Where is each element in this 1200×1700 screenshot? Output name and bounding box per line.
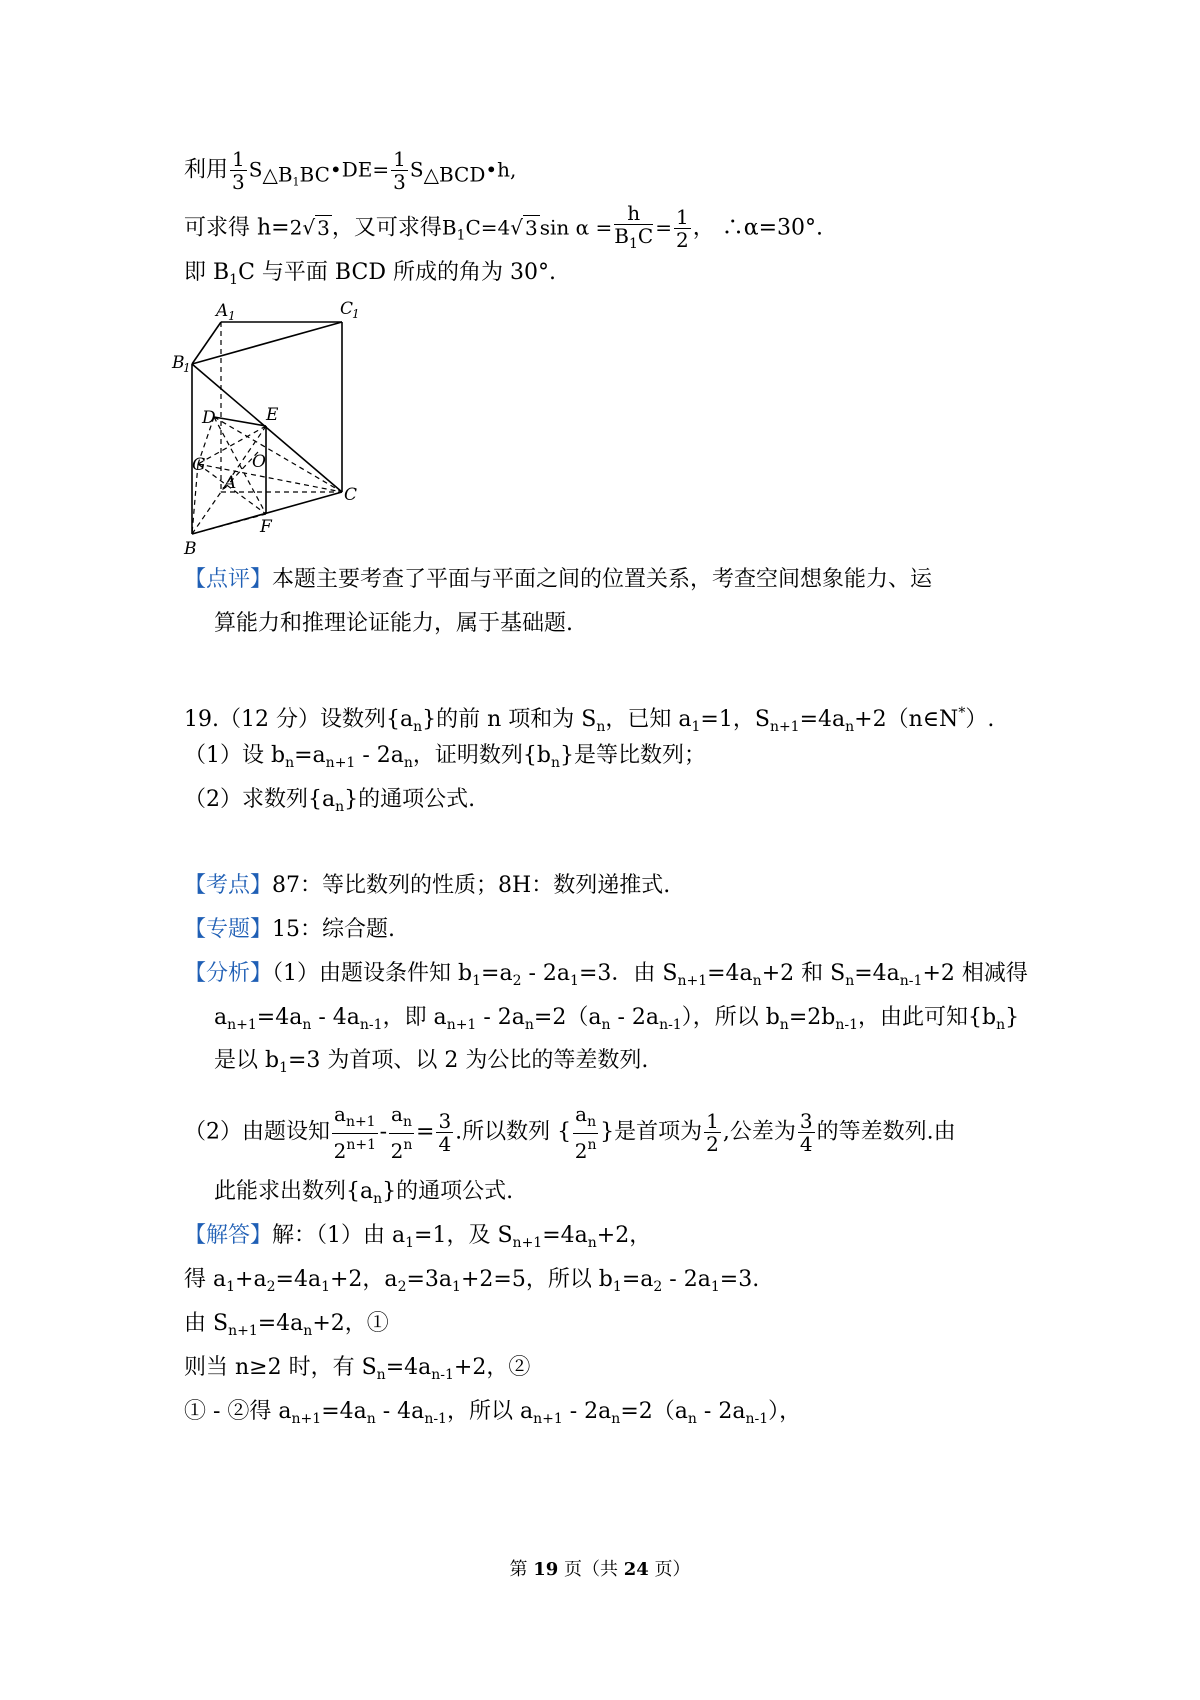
- page-number: 19: [533, 1559, 559, 1580]
- fenxi-line-3: 是以 $b_1=3$ 为首项、以 2 为公比的等差数列.: [214, 1048, 649, 1076]
- prism-figure: [170, 292, 370, 562]
- label-a: A: [224, 473, 237, 493]
- edge-b1c1: [192, 322, 342, 364]
- q19-part1: （1）设 $b_n=a_{n+1}$ ‐ $2a_n$，证明数列$\{b_n\}$是等比数列；: [184, 743, 707, 771]
- page-total: 24: [623, 1559, 649, 1580]
- formula-line-2: 可求得 h=2√ 3，又可求得$B_1C=4√$ 3 sin α = $\frac{h}{B_1C}$ = $\frac{1}{2}$ ， ∴α=30°.: [184, 201, 823, 252]
- label-g: G: [192, 455, 206, 475]
- label-c1: C: [340, 299, 354, 319]
- svg-text:1: 1: [183, 361, 191, 375]
- label-c: C: [344, 485, 358, 505]
- kaodian-tag: 【考点】: [184, 873, 273, 898]
- page-footer: 第 19 页（共 24 页）: [509, 1559, 691, 1580]
- label-b: B: [184, 539, 197, 559]
- jieda-line-1: 【解答】解：（1）由 $a_1=1$，及 $S_{n+1}=4a_n+2$，: [184, 1223, 652, 1251]
- fenxi-line-2: $a_{n+1}=4a_n$ ‐ $4a_{n‐1}$，即 $a_{n+1}$ ‐ $2a_n=2(a_n$ ‐ $2a_{n‐1}$），所以 $b_n=2b_{n‐1}$，由此可知$\{b_n\}$: [214, 1005, 1020, 1033]
- label-e: E: [266, 405, 279, 425]
- comment-line-2: 算能力和推理论证能力，属于基础题.: [214, 611, 573, 636]
- conclusion-line: 即 $B_1C$ 与平面 BCD 所成的角为 30°.: [184, 260, 556, 288]
- kaodian-line: 【考点】87：等比数列的性质；8H：数列递推式.: [184, 873, 671, 898]
- fenxi-tag: 【分析】: [184, 961, 273, 986]
- fenxi-line-1: 【分析】（1）由题设条件知 $b_1=a_2$ ‐ $2a_1=3$．由 $S_{n+1}=4a_n+2$ 和 $S_n=4a_{n‐1}+2$ 相减得: [184, 961, 1028, 989]
- jieda-line-5: ① ‐ ②得 $a_{n+1}=4a_n$ ‐ $4a_{n‐1}$，所以 $a_{n+1}$ ‐ $2a_n=2(a_n$ ‐ $2a_{n‐1}$），: [184, 1399, 802, 1427]
- zhuanti-line: 【专题】15：综合题.: [184, 917, 396, 942]
- jieda-line-4: 则当 n≥2 时，有 $S_n=4a_{n‐1}+2$，②: [184, 1355, 531, 1383]
- comment-tag: 【点评】: [184, 567, 273, 592]
- jieda-line-2: 得 $a_1+a_2=4a_1+2$，$a_2=3a_1+2=5$，所以 $b_1=a_2$ ‐ $2a_1=3$.: [184, 1267, 760, 1295]
- jieda-tag: 【解答】: [184, 1223, 273, 1248]
- svg-text:1: 1: [228, 309, 236, 323]
- edge-b1c: [192, 364, 342, 492]
- q19-part2: （2）求数列$\{a_n\}$的通项公式.: [184, 787, 476, 815]
- label-o: O: [252, 452, 266, 472]
- label-d: D: [202, 408, 216, 428]
- zhuanti-tag: 【专题】: [184, 917, 273, 942]
- q19-header: 19.（12 分）设数列$\{a_n\}$的前 n 项和为 $S_n$，已知 $a_1=1$，$S_{n+1}=4a_n+2(n\in N^*)$.: [184, 705, 995, 735]
- jieda-line-3: 由 $S_{n+1}=4a_n+2$，①: [184, 1311, 389, 1339]
- formula-line-1: 利用 $\frac{1}{3}$ $S\triangle B_1BC•DE=$ $\frac{1}{3}$ S△BCD•h,: [184, 147, 517, 194]
- comment-line-1: 【点评】本题主要考查了平面与平面之间的位置关系，考查空间想象能力、运: [184, 567, 933, 592]
- svg-text:1: 1: [352, 307, 360, 321]
- label-b1: B: [172, 353, 185, 373]
- fenxi-line-5: 此能求出数列$\{a_n\}$的通项公式.: [214, 1179, 514, 1207]
- label-f: F: [260, 517, 272, 537]
- label-a1: A: [216, 301, 229, 321]
- fenxi-line-4: （2）由题设知 $\frac{a_{n+1}}{2^{n+1}}$ ‐ $\frac{a_n}{2^n}$ = $\frac{3}{4}$ .所以数列 { $\frac{a_n}{2^n}$ }是首项为 $\frac{1}{2}$ ,公差为 $\frac{3}{4}$ 的等差数列.由: [184, 1102, 956, 1163]
